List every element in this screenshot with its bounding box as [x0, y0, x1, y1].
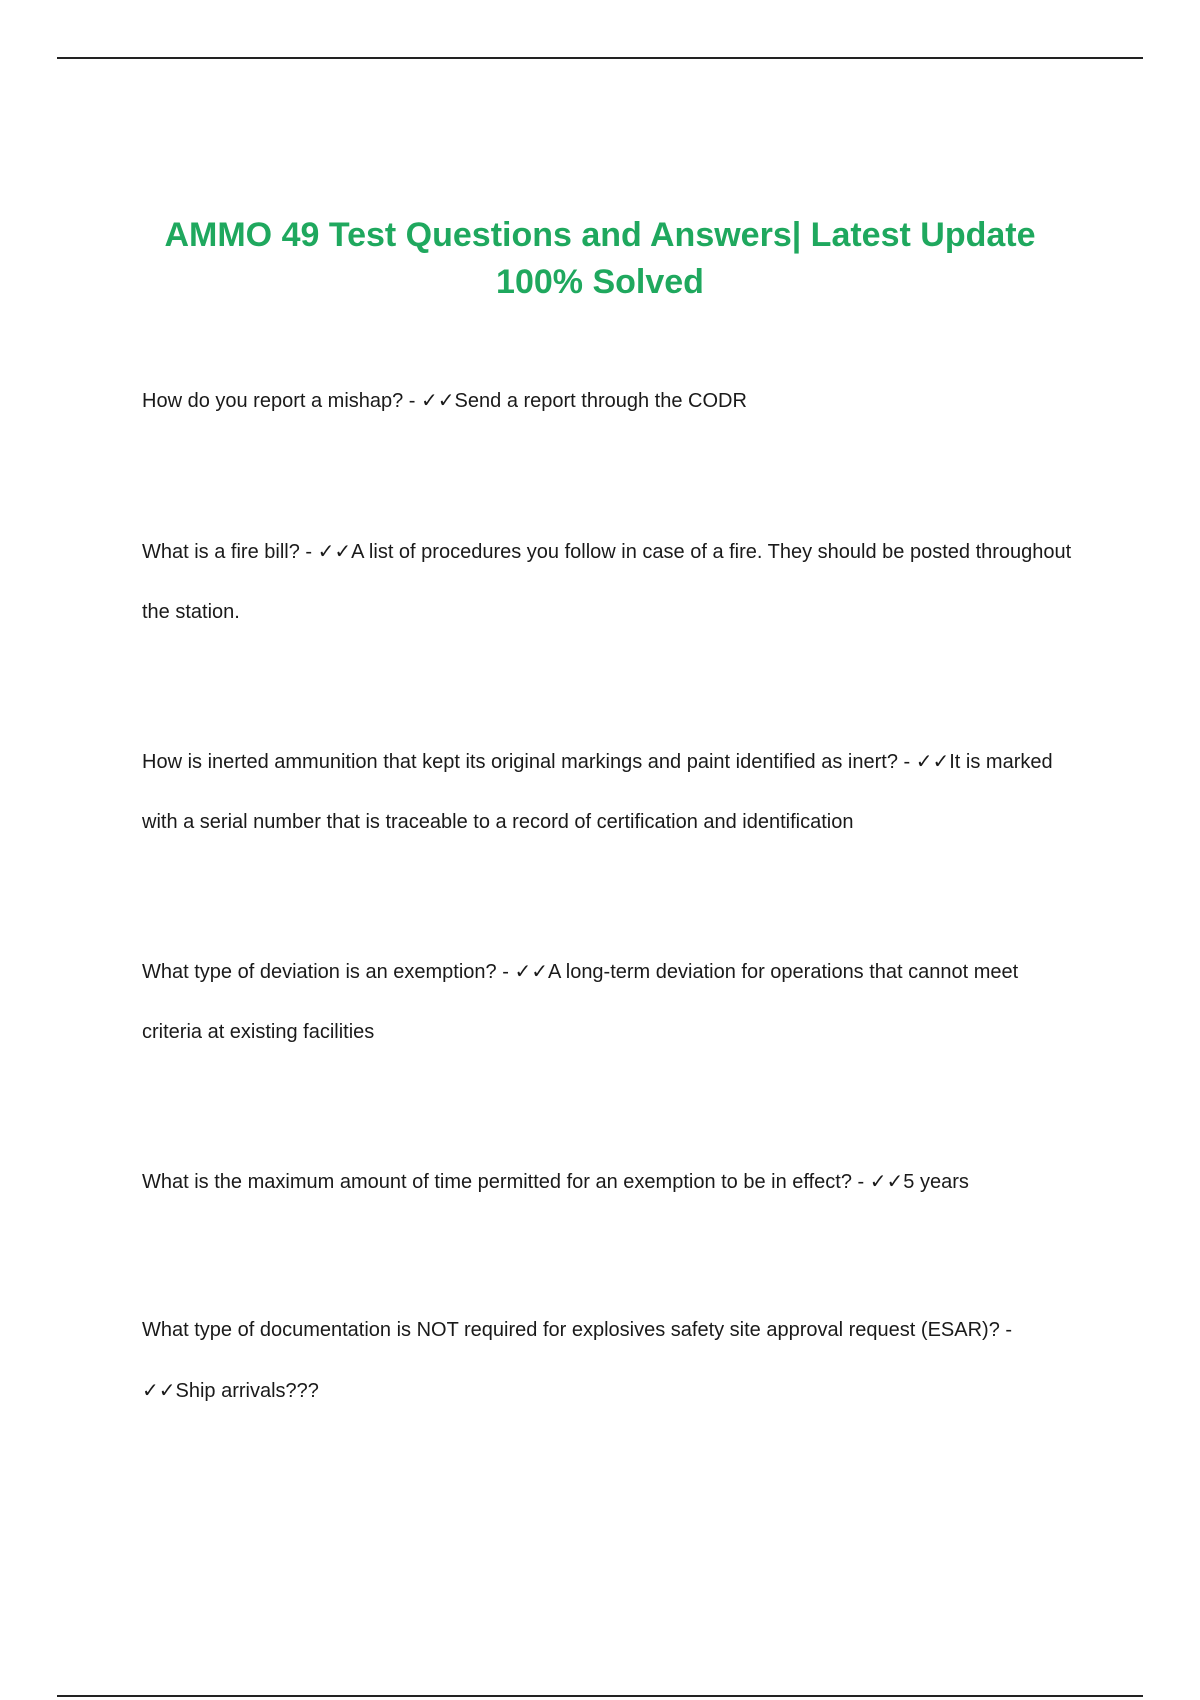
question-text: What type of documentation is NOT required for explosives safety site approval request (ESAR)?: [142, 1319, 1000, 1341]
qa-item-6: [142, 1300, 1072, 1421]
qa-item-5: [142, 1151, 1072, 1212]
double-check-icon: ✓✓: [514, 959, 548, 983]
question-text: How do you report a mishap?: [142, 390, 404, 412]
double-check-icon: ✓✓: [317, 539, 352, 563]
separator: -: [999, 1319, 1013, 1341]
separator: -: [403, 390, 422, 412]
qa-item-2: [142, 521, 1072, 642]
title-line-1: AMMO 49 Test Questions and Answers| Latest Update: [164, 216, 1036, 254]
answer-text: Send a report through the CODR: [454, 390, 747, 412]
qa-item-4: [142, 941, 1072, 1062]
title-line-2: 100% Solved: [496, 263, 704, 301]
separator: -: [496, 961, 515, 983]
footer-rule: [57, 1695, 1143, 1697]
question-text: What type of deviation is an exemption?: [142, 961, 497, 983]
double-check-icon: ✓✓: [421, 388, 455, 412]
answer-text: A long-term deviation for operations that cannot meet criteria at existing facilities: [142, 961, 1019, 1043]
double-check-icon: ✓✓: [869, 1169, 904, 1193]
separator: -: [851, 1171, 870, 1193]
answer-text: Ship arrivals???: [175, 1380, 319, 1402]
answer-text: It is marked with a serial number that is traceable to a record of certification and identification: [142, 751, 1053, 833]
header-rule: [57, 57, 1143, 59]
answer-text: 5 years: [903, 1171, 969, 1193]
question-text: What is a fire bill?: [142, 541, 300, 563]
answer-text: A list of procedures you follow in case of a fire. They should be posted throughout the station.: [142, 541, 1072, 623]
qa-item-3: [142, 731, 1072, 852]
separator: -: [299, 541, 318, 563]
qa-item-1: [142, 370, 1072, 431]
double-check-icon: ✓✓: [142, 1378, 176, 1402]
document-title: [140, 212, 1060, 306]
question-text: What is the maximum amount of time permitted for an exemption to be in effect?: [142, 1171, 852, 1193]
double-check-icon: ✓✓: [915, 749, 950, 773]
question-text: How is inerted ammunition that kept its original markings and paint identified as inert?: [142, 751, 898, 773]
separator: -: [897, 751, 916, 773]
